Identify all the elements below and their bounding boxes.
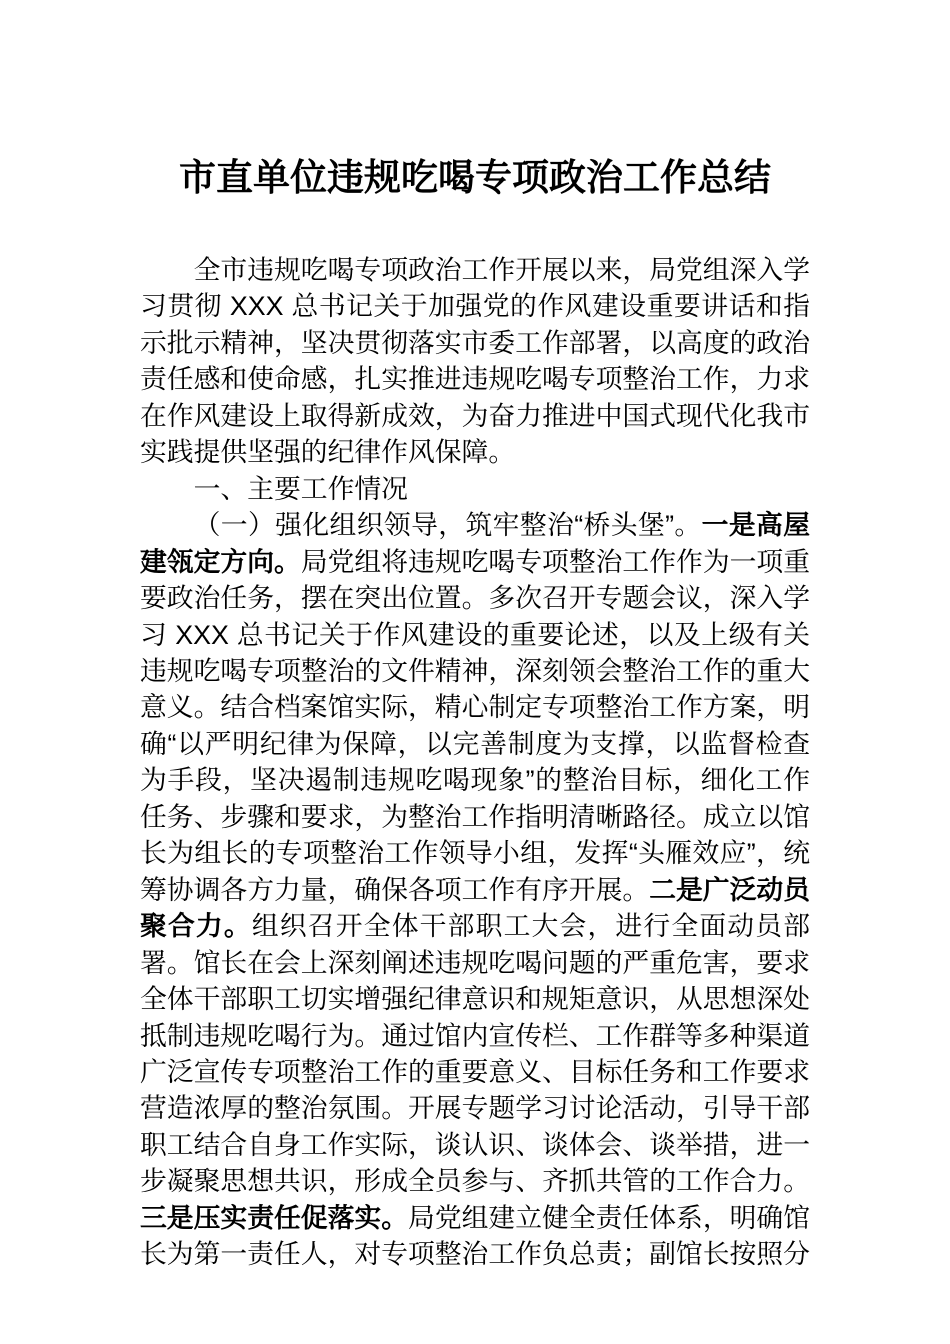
text-run: 全市违规吃喝专项政治工作开展以来，局党组深入学习贯彻 XXX 总书记关于加强党的作风建设重要讲话和指示批示精神，坚决贯彻落实市委工作部署，以高度的政治责任感和使命感，扎实推进违规吃喝专项整治工作，力求在作风建设上取得新成效，为奋力推进中国式现代化我市实践提供坚强的纪律作风保障。 (140, 255, 810, 468)
paragraph-section-1-1 (140, 507, 810, 1273)
bold-run: 三是压实责任促落实。 (140, 1202, 409, 1233)
text-run: 组织召开全体干部职工大会，进行全面动员部署。馆长在会上深刻阐述违规吃喝问题的严重危害，要求全体干部职工切实增强纪律意识和规矩意识，从思想深处抵制违规吃喝行为。通过馆内宣传栏、工作群等多种渠道广泛宣传专项整治工作的重要意义、目标任务和工作要求营造浓厚的整治氛围。开展专题学习讨论活动，引导干部职工结合自身工作实际，谈认识、谈体会、谈举措，进一步凝聚思想共识，形成全员参与、齐抓共管的工作合力。 (140, 911, 811, 1197)
paragraph-intro (140, 252, 810, 471)
text-run: 局党组建立健全责任体系，明确馆长为第一责任人，对专项整治工作负总责；副馆长按照分 (140, 1202, 811, 1270)
document-title: 市直单位违规吃喝专项政治工作总结 (179, 157, 771, 198)
bold-run: 二是广泛动员聚合力。 (140, 874, 811, 942)
text-run: 局党组将违规吃喝专项整治工作作为一项重要政治任务，摆在突出位置。多次召开专题会议，深入学习 XXX 总书记关于作风建设的重要论述，以及上级有关违规吃喝专项整治的文件精神，深刻领会整治工作的重大意义。结合档案馆实际，精心制定专项整治工作方案，明确“以严明纪律为保障，以完善制度为支撑，以监督检查为手段，坚决遏制违规吃喝现象”的整治目标，细化工作任务、步骤和要求，为整治工作指明清晰路径。成立以馆长为组长的专项整治工作领导小组，发挥“头雁效应”，统筹协调各方力量，确保各项工作有序开展。 (140, 546, 811, 905)
text-run: （一）强化组织领导，筑牢整治“桥头堡”。 (193, 510, 702, 541)
text-run: 一、主要工作情况 (193, 473, 408, 504)
document-body (140, 252, 810, 1273)
bold-run: 一是高屋建瓴定方向。 (140, 510, 810, 577)
paragraph-section-1-heading (140, 471, 810, 507)
